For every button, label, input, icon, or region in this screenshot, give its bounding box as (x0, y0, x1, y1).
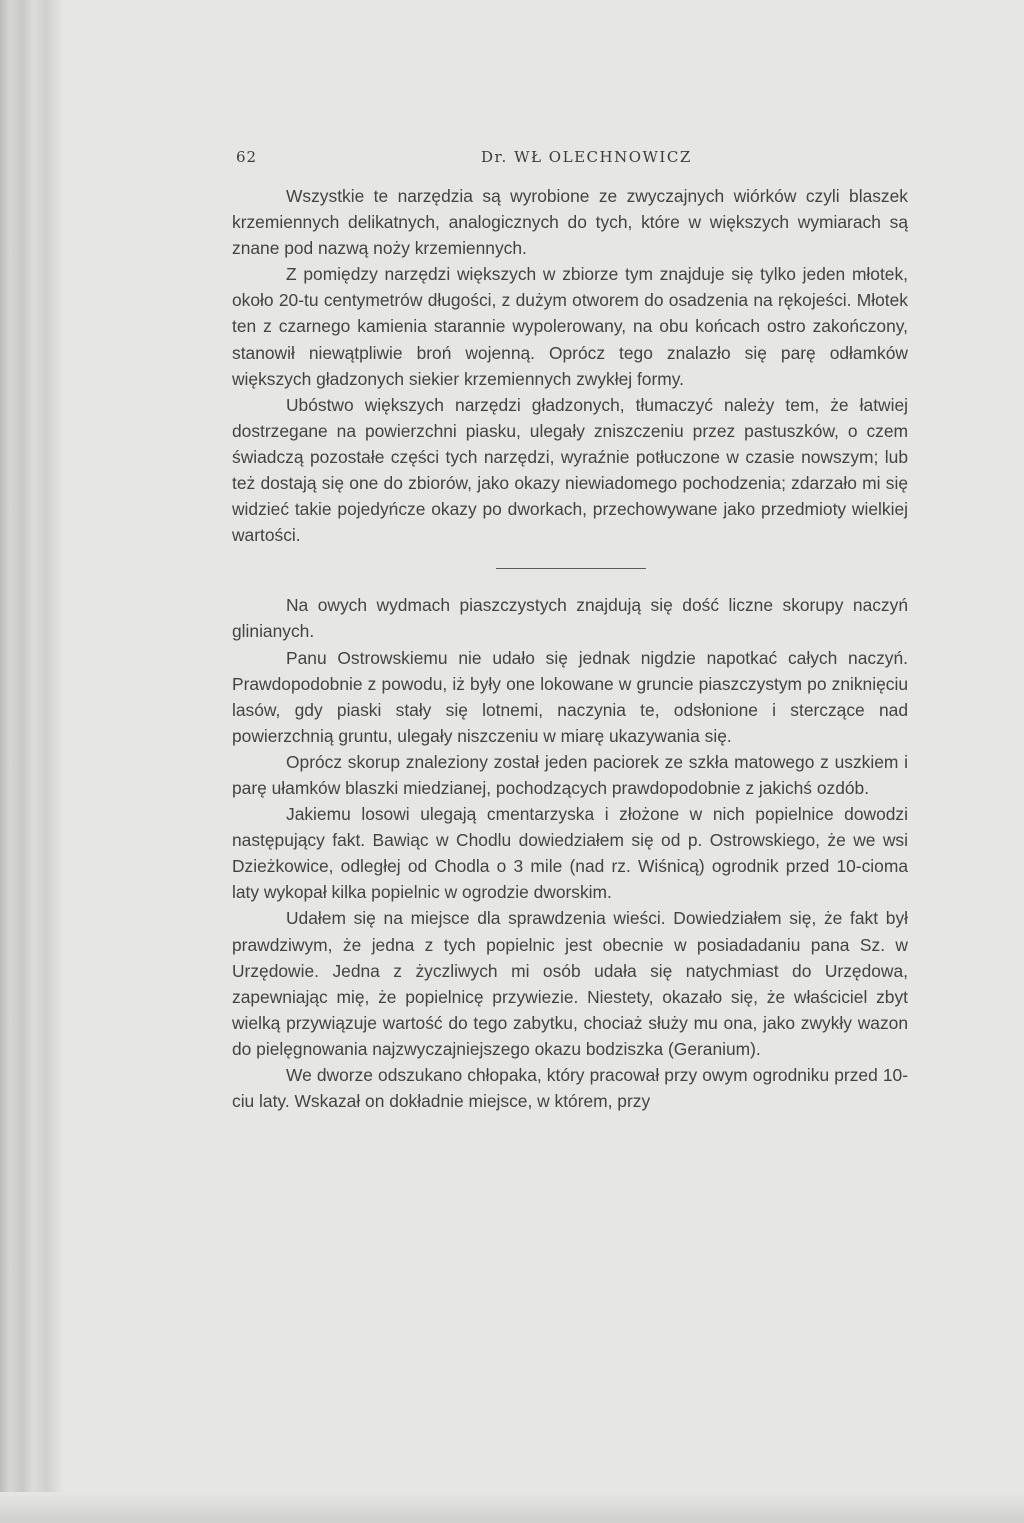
body-text (232, 183, 908, 1114)
scan-bottom-edge (0, 1492, 1024, 1523)
paragraph: Udałem się na miejsce dla sprawdzenia wieści. Dowiedziałem się, że fakt był prawdziwym, że jedna z tych popielnic jest obecnie w posiadadaniu pana Sz. w Urzędowie. Jedna z życzliwych mi osób udała się natychmiast do Urzędowa, zapewniając mię, że popielnicę przywiezie. Niestety, okazało się, że właściciel zbyt wielką przywiązuje wartość do tego zabytku, chociaż służy mu ona, jako zwykły wazon do pielęgnowania najzwyczajniejszego okazu bodziszka (Geranium). (232, 908, 908, 1059)
paragraph: Oprócz skorup znaleziony został jeden paciorek ze szkła matowego z uszkiem i parę ułamków blaszki miedzianej, pochodzących prawdopodobnie z jakichś ozdób. (232, 751, 908, 798)
paragraph: Panu Ostrowskiemu nie udało się jednak nigdzie napotkać całych naczyń. Prawdopodobnie z powodu, iż były one lokowane w gruncie piaszczystym po zniknięciu lasów, gdy piaski stały się lotnemi, naczynia te, odsłonione i sterczące nad powierzchnią gruntu, ulegały niszczeniu w miarę ukazywania się. (232, 647, 908, 746)
paragraph: Ubóstwo większych narzędzi gładzonych, tłumaczyć należy tem, że łatwiej dostrzegane na powierzchni piasku, ulegały zniszczeniu przez pastuszków, o czem świadczą pozostałe części tych narzędzi, wyraźnie potłuczone w czasie nowszym; lub też dostają się one do zbiorów, jako okazy niewiadomego pochodzenia; zdarzało mi się widzieć takie pojedyńcze okazy po dworkach, przechowywane jako przedmioty wielkiej wartości. (232, 394, 908, 546)
running-head: Dr. WŁ OLECHNOWICZ (481, 148, 692, 166)
paragraph: Wszystkie te narzędzia są wyrobione ze zwyczajnych wiórków czyli blaszek krzemiennych delikatnych, analogicznych do tych, które w większych wymiarach są znane pod nazwą noży krzemiennych. (232, 186, 908, 259)
paragraph: Na owych wydmach piaszczystych znajdują się dość liczne skorupy naczyń glinianych. (232, 595, 908, 642)
paragraph: Z pomiędzy narzędzi większych w zbiorze tym znajduje się tylko jeden młotek, około 20-tu centymetrów długości, z dużym otworem do osadzenia na rękojeści. Młotek ten z czarnego kamienia starannie wypolerowany, na obu końcach ostro zakończony, stanowił niewątpliwie broń wojenną. Oprócz tego znalazło się parę odłamków większych gładzonych siekier krzemiennych zwykłej formy. (232, 264, 908, 389)
paragraph: We dworze odszukano chłopaka, który pracował przy owym ogrodniku przed 10-ciu laty. Wskazał on dokładnie miejsce, w którem, przy (232, 1065, 908, 1112)
section-divider (496, 568, 646, 569)
paragraph: Jakiemu losowi ulegają cmentarzyska i złożone w nich popielnice dowodzi następujący fakt. Bawiąc w Chodlu dowiedziałem się od p. Ostrowskiego, że we wsi Dzieżkowice, odległej od Chodla o 3 mile (nad rz. Wiśnicą) ogrodnik przed 10-cioma laty wykopał kilka popielnic w ogrodzie dworskim. (232, 804, 908, 903)
page-header (236, 148, 916, 172)
page-number: 62 (236, 148, 258, 166)
scan-binding-shadow (0, 0, 64, 1523)
